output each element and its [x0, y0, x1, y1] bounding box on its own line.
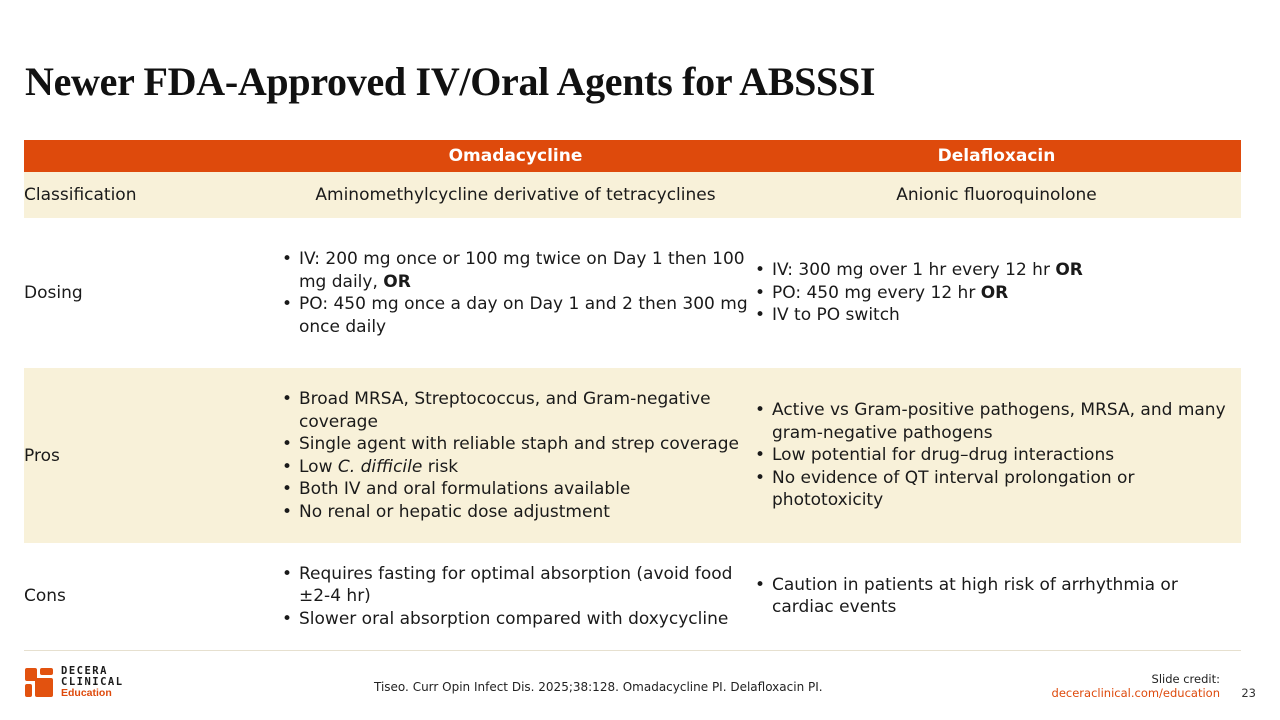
list-item: • No renal or hepatic dose adjustment	[279, 501, 752, 524]
list-item: • IV: 300 mg over 1 hr every 12 hr OR	[752, 259, 1241, 282]
decera-logo	[25, 666, 124, 699]
slide-credit-label: Slide credit:	[1151, 672, 1220, 686]
list-item: • PO: 450 mg every 12 hr OR	[752, 282, 1241, 305]
slide-credit-link[interactable]: deceraclinical.com/education	[1051, 686, 1220, 700]
list-item: • IV to PO switch	[752, 304, 1241, 327]
list-item: • IV: 200 mg once or 100 mg twice on Day 1 then 100 mg daily, OR	[279, 248, 752, 293]
pros-delafloxacin	[752, 368, 1241, 543]
header-empty	[24, 140, 279, 172]
slide-credit	[1052, 672, 1220, 700]
dosing-omadacycline	[279, 218, 752, 368]
row-pros	[24, 368, 1241, 543]
row-label-dosing: Dosing	[24, 283, 83, 303]
slide-title: Newer FDA-Approved IV/Oral Agents for ABSSSI	[25, 59, 876, 104]
list-item: • Both IV and oral formulations available	[279, 478, 752, 501]
row-dosing	[24, 218, 1241, 368]
pros-omadacycline-list	[279, 388, 752, 523]
list-item: • Slower oral absorption compared with doxycycline	[279, 608, 752, 631]
citation: Tiseo. Curr Opin Infect Dis. 2025;38:128. Omadacycline PI. Delafloxacin PI.	[374, 680, 823, 694]
cons-delafloxacin	[752, 543, 1241, 650]
pros-omadacycline	[279, 368, 752, 543]
header-omadacycline: Omadacycline	[279, 140, 752, 172]
row-label-cons: Cons	[24, 586, 66, 607]
list-item: • Low C. difficile risk	[279, 456, 752, 479]
row-label-classification: Classification	[24, 185, 137, 205]
list-item: • No evidence of QT interval prolongation or phototoxicity	[752, 467, 1241, 512]
cons-omadacycline	[279, 543, 752, 650]
logo-line-clinical: CLINICAL	[61, 676, 124, 688]
list-item: • Requires fasting for optimal absorption (avoid food ±2-4 hr)	[279, 563, 752, 608]
header-delafloxacin: Delafloxacin	[752, 140, 1241, 172]
cons-omadacycline-list	[279, 563, 752, 631]
classification-delafloxacin: Anionic fluoroquinolone	[896, 185, 1097, 205]
list-item: • Single agent with reliable staph and strep coverage	[279, 433, 752, 456]
list-item: • PO: 450 mg once a day on Day 1 and 2 then 300 mg once daily	[279, 293, 752, 338]
pros-delafloxacin-list	[752, 399, 1241, 512]
list-item: • Caution in patients at high risk of arrhythmia or cardiac events	[752, 574, 1241, 619]
page-number: 23	[1241, 686, 1256, 700]
dosing-delafloxacin	[752, 218, 1241, 368]
comparison-table	[24, 140, 1241, 651]
list-item: • Low potential for drug–drug interactions	[752, 444, 1241, 467]
list-item: • Broad MRSA, Streptococcus, and Gram-negative coverage	[279, 388, 752, 433]
row-classification	[24, 172, 1241, 218]
row-label-pros: Pros	[24, 445, 60, 466]
table-header-row	[24, 140, 1241, 172]
dosing-delafloxacin-list	[752, 259, 1241, 327]
decera-logo-icon	[25, 668, 53, 697]
logo-line-education: Education	[61, 687, 112, 699]
dosing-omadacycline-list	[279, 248, 752, 338]
cons-delafloxacin-list	[752, 574, 1241, 619]
classification-omadacycline: Aminomethylcycline derivative of tetracyclines	[315, 185, 716, 205]
logo-line-decera: DECERA	[61, 665, 108, 677]
row-cons	[24, 543, 1241, 650]
list-item: • Active vs Gram-positive pathogens, MRSA, and many gram-negative pathogens	[752, 399, 1241, 444]
